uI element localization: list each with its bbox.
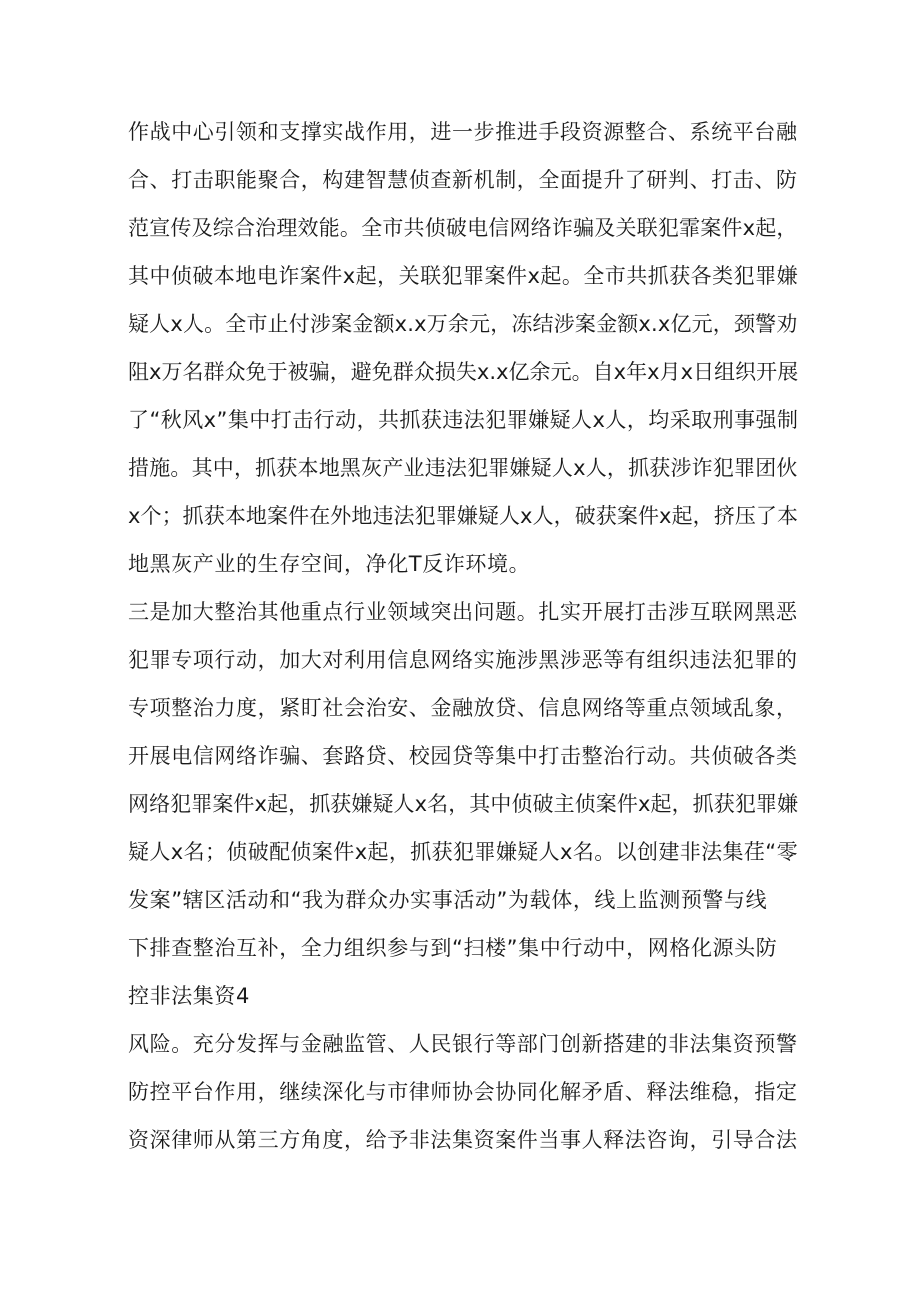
text-line: 犯罪专项行动，加大对利用信息网络实施涉黑涉恶等有组织违法犯罪的 [128, 648, 798, 672]
text-line: 开展电信网络诈骗、套路贷、校园贷等集中打击整治行动。共侦破各类 [128, 744, 798, 768]
text-line: 下排查整治互补，全力组织参与到“扫楼”集中行动中，网格化源头防 [128, 936, 778, 960]
text-line: x个；抓获本地案件在外地违法犯罪嫌疑人x人，破获案件x起，挤压了本 [128, 504, 799, 528]
text-line: 了“秋风x”集中打击行动，共抓获违法犯罪嫌疑人x人，均采取刑事强制 [128, 408, 799, 432]
text-line: 发案”辖区活动和“我为群众办实事活动”为载体，线上监测预警与线 [128, 888, 768, 912]
text-line: 三是加大整治其他重点行业领域突出问题。扎实开展打击涉互联网黑恶 [128, 600, 798, 624]
text-line: 作战中心引领和支撑实战作用，进一步推进手段资源整合、系统平台融 [128, 120, 798, 144]
text-line: 措施。其中，抓获本地黑灰产业违法犯罪嫌疑人x人，抓获涉诈犯罪团伙 [128, 456, 798, 480]
text-line: 范宣传及综合治理效能。全市共侦破电信网络诈骗及关联犯霏案件x起， [128, 216, 798, 240]
text-line: 风险。充分发挥与金融监管、人民银行等部门创新搭建的非法集资预警 [128, 1032, 798, 1056]
text-line: 阻x万名群众免于被骗，避免群众损失x.x亿余元。自x年x月x日组织开展 [128, 360, 799, 384]
text-line: 其中侦破本地电诈案件x起，关联犯罪案件x起。全市共抓获各类犯罪嫌 [128, 264, 799, 288]
text-line: 地黑灰产业的生存空间，净化T反诈环境。 [128, 552, 531, 576]
text-line: 合、打击职能聚合，构建智慧侦查新机制，全面提升了研判、打击、防 [128, 168, 798, 192]
text-line: 网络犯罪案件x起，抓获嫌疑人x名，其中侦破主侦案件x起，抓获犯罪嫌 [128, 792, 799, 816]
text-line: 专项整治力度，紧盯社会治安、金融放贷、信息网络等重点领域乱象， [128, 696, 798, 720]
text-line: 资深律师从第三方角度，给予非法集资案件当事人释法咨询，引导合法 [128, 1128, 798, 1152]
text-line: 防控平台作用，继续深化与市律师协会协同化解矛盾、释法维稳，指定 [128, 1080, 798, 1104]
text-line: 疑人x名；侦破配侦案件x起，抓获犯罪嫌疑人x名。以创建非法集荏“零 [128, 840, 798, 864]
text-line: 疑人x人。全市止付涉案金额x.x万余元，冻结涉案金额x.x亿元，颈警劝 [128, 312, 798, 336]
text-line: 控非法集资4 [128, 984, 250, 1008]
